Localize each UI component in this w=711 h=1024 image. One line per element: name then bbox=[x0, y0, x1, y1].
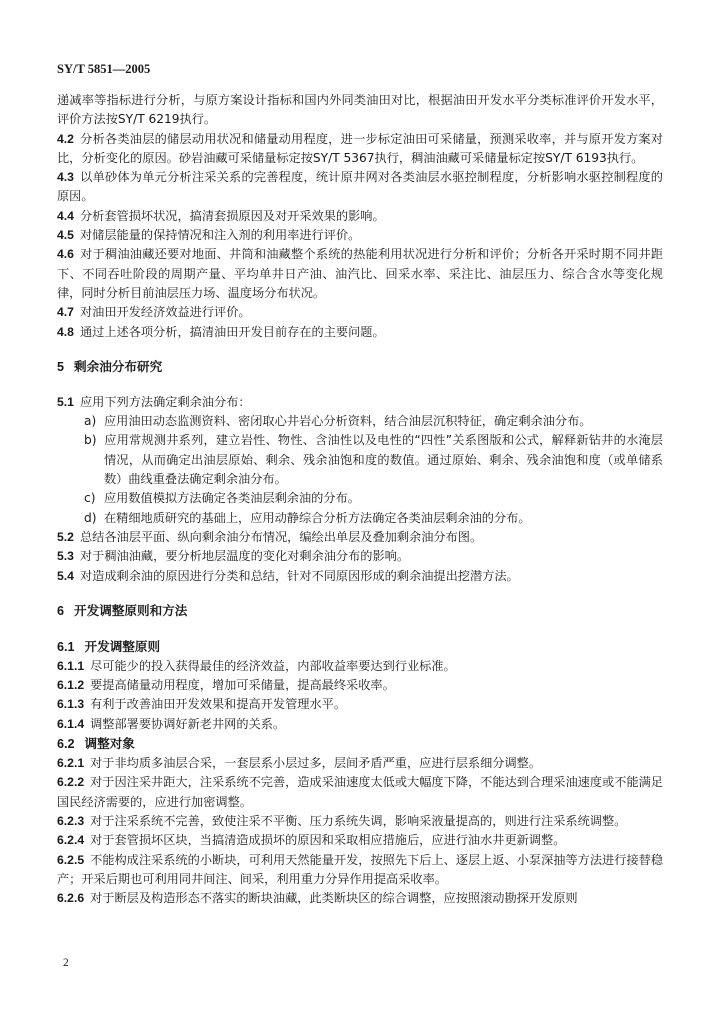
clause-text: 对于稠油油藏还要对地面、井筒和油藏整个系统的热能利用状况进行分析和评价；分析各开采时期不同井距下、不同吞吐阶段的周期产量、平均单井日产油、油汽比、回采水率、采注比、油层压力、综合含水等变化规律，同时分析目前油层压力场、温度场分布状况。 bbox=[57, 247, 663, 300]
clause-number: 6.1.4 bbox=[57, 716, 85, 731]
clause-6-2-3 bbox=[57, 812, 663, 831]
clause-text: 分析各类油层的储层动用状况和储量动用程度，进一步标定油田可采储量，预测采收率，并与原开发方案对比，分析变化的原因。砂岩油藏可采储量标定按SY/T 5367执行，稠油油藏可采储量标定按SY/T 6193执行。 bbox=[57, 131, 663, 165]
standard-code: SY/T 5851—2005 bbox=[57, 62, 151, 76]
clause-number: 6.2.3 bbox=[57, 813, 85, 828]
clause-6-2-2 bbox=[57, 773, 663, 812]
clause-number: 6.2.6 bbox=[57, 891, 85, 906]
clause-5-4 bbox=[57, 567, 663, 586]
clause-4-2 bbox=[57, 130, 663, 169]
clause-text: 对储层能量的保持情况和注入剂的利用率进行评价。 bbox=[79, 228, 361, 243]
clause-text: 对于稠油油藏，要分析地层温度的变化对剩余油分布的影响。 bbox=[79, 549, 410, 564]
subsection-6-1-heading bbox=[57, 637, 663, 657]
clause-number: 4.6 bbox=[57, 247, 74, 262]
clause-4-3 bbox=[57, 168, 663, 207]
clause-text: 有利于改善油田开发效果和提高开发管理水平。 bbox=[90, 697, 347, 712]
clause-number: 6.2.5 bbox=[57, 852, 85, 867]
clause-6-1-2 bbox=[57, 676, 663, 695]
clause-4-5 bbox=[57, 226, 663, 245]
list-text: 应用油田动态监测资料、密闭取心井岩心分析资料，结合油层沉积特征，确定剩余油分布。 bbox=[104, 414, 592, 429]
clause-text: 尽可能少的投入获得最佳的经济效益，内部收益率要达到行业标准。 bbox=[90, 658, 456, 673]
clause-6-1-1 bbox=[57, 657, 663, 676]
intro-paragraph: 递减率等指标进行分析，与原方案设计指标和国内外同类油田对比，根据油田开发水平分类标准评价开发水平，评价方法按SY/T 6219执行。 bbox=[57, 93, 663, 127]
clause-number: 6.2.1 bbox=[57, 756, 85, 771]
clause-number: 5.4 bbox=[57, 568, 74, 583]
clause-number: 4.4 bbox=[57, 208, 74, 223]
subsection-title: 调整对象 bbox=[84, 736, 135, 752]
clause-number: 4.7 bbox=[57, 305, 74, 320]
clause-text: 应用下列方法确定剩余油分布： bbox=[79, 394, 251, 409]
clause-5-2 bbox=[57, 528, 663, 547]
list-text: 在精细地质研究的基础上，应用动静综合分析方法确定各类油层剩余油的分布。 bbox=[104, 510, 531, 525]
clause-5-3 bbox=[57, 547, 663, 566]
section-5-heading bbox=[57, 357, 663, 377]
list-marker: c) bbox=[84, 491, 96, 506]
clause-4-7 bbox=[57, 303, 663, 322]
clause-text: 分析套管损坏状况，搞清套损原因及对开采效果的影响。 bbox=[79, 208, 385, 223]
clause-text: 不能构成注采系统的小断块，可利用天然能量开发，按照先下后上、逐层上返、小泵深抽等方法进行接替稳产；开采后期也可利用同井间注、间采，利用重力分异作用提高采收率。 bbox=[57, 852, 663, 886]
clause-number: 6.1.1 bbox=[57, 658, 85, 673]
clause-6-2-1 bbox=[57, 754, 663, 773]
clause-text: 对油田开发经济效益进行评价。 bbox=[79, 305, 251, 320]
section-4-clauses bbox=[57, 130, 663, 342]
list-marker: b) bbox=[84, 433, 97, 448]
clause-5-1 bbox=[57, 393, 663, 412]
clause-text: 对造成剩余油的原因进行分类和总结，针对不同原因形成的剩余油提出挖潜方法。 bbox=[79, 568, 519, 583]
clause-number: 6.1.2 bbox=[57, 678, 85, 693]
clause-text: 要提高储量动用程度，增加可采储量，提高最终采收率。 bbox=[90, 678, 395, 693]
clause-text: 总结各油层平面、纵向剩余油分布情况，编绘出单层及叠加剩余油分布图。 bbox=[79, 529, 483, 544]
clause-text: 对于套管损坏区块，当搞清造成损坏的原因和采取相应措施后，应进行油水井更新调整。 bbox=[90, 833, 566, 848]
clause-number: 6.2.2 bbox=[57, 775, 85, 790]
subsection-number: 6.1 bbox=[57, 639, 75, 654]
section-title: 开发调整原则和方法 bbox=[74, 602, 188, 618]
list-marker: d) bbox=[84, 510, 97, 525]
clause-number: 5.3 bbox=[57, 549, 74, 564]
page-number: 2 bbox=[63, 957, 69, 969]
subsection-6-2-heading bbox=[57, 734, 663, 754]
clause-6-1-4 bbox=[57, 715, 663, 734]
clause-number: 4.3 bbox=[57, 170, 74, 185]
clause-number: 4.8 bbox=[57, 324, 74, 339]
clause-text: 通过上述各项分析，搞清油田开发目前存在的主要问题。 bbox=[79, 324, 385, 339]
clause-number: 6.2.4 bbox=[57, 833, 85, 848]
clause-text: 对于因注采井距大，注采系统不完善，造成采油速度太低或大幅度下降，不能达到合理采油速度或不能满足国民经济需要的，应进行加密调整。 bbox=[57, 775, 663, 809]
clause-text: 调整部署要协调好新老井网的关系。 bbox=[90, 716, 286, 731]
clause-number: 5.1 bbox=[57, 394, 74, 409]
section-title: 剩余油分布研究 bbox=[74, 358, 163, 374]
list-text: 应用常规测井系列，建立岩性、物性、含油性以及电性的“四性”关系图版和公式，解释新钻井的水淹层情况，从而确定出油层原始、剩余、残余油饱和度的数值。通过原始、剩余、残余油饱和度（或单储系数）曲线重叠法确定剩余油分布。 bbox=[104, 433, 663, 487]
section-number: 5 bbox=[57, 359, 65, 374]
method-item-a bbox=[84, 412, 663, 431]
clause-number: 4.2 bbox=[57, 131, 74, 146]
clause-number: 5.2 bbox=[57, 529, 74, 544]
clause-text: 对于非均质多油层合采，一套层系小层过多，层间矛盾严重，应进行层系细分调整。 bbox=[90, 756, 542, 771]
clause-4-4 bbox=[57, 207, 663, 226]
clause-text: 以单砂体为单元分析注采关系的完善程度，统计原井网对各类油层水驱控制程度，分析影响水驱控制程度的原因。 bbox=[57, 170, 663, 204]
subsection-number: 6.2 bbox=[57, 737, 75, 752]
list-text: 应用数值模拟方法确定各类油层剩余油的分布。 bbox=[104, 491, 360, 506]
method-list bbox=[57, 412, 663, 528]
clause-text: 对于注采系统不完善，致使注采不平衡、压力系统失调，影响采液量提高的，则进行注采系统调整。 bbox=[90, 813, 627, 828]
clause-6-2-6 bbox=[57, 889, 663, 908]
subsection-title: 开发调整原则 bbox=[84, 638, 161, 654]
clause-6-2-4 bbox=[57, 831, 663, 850]
clause-number: 6.1.3 bbox=[57, 697, 85, 712]
clause-number: 4.5 bbox=[57, 228, 74, 243]
section-6-heading bbox=[57, 601, 663, 621]
document-body bbox=[57, 91, 663, 908]
section-number: 6 bbox=[57, 603, 65, 618]
list-marker: a) bbox=[84, 414, 97, 429]
clause-6-1-3 bbox=[57, 695, 663, 714]
clause-6-2-5 bbox=[57, 851, 663, 890]
clause-4-6 bbox=[57, 245, 663, 303]
method-item-b bbox=[84, 431, 663, 489]
clause-4-8 bbox=[57, 323, 663, 342]
clause-text: 对于断层及构造形态不落实的断块油藏，此类断块区的综合调整，应按照滚动勘探开发原则 bbox=[90, 891, 578, 906]
method-item-d bbox=[84, 509, 663, 528]
method-item-c bbox=[84, 489, 663, 508]
